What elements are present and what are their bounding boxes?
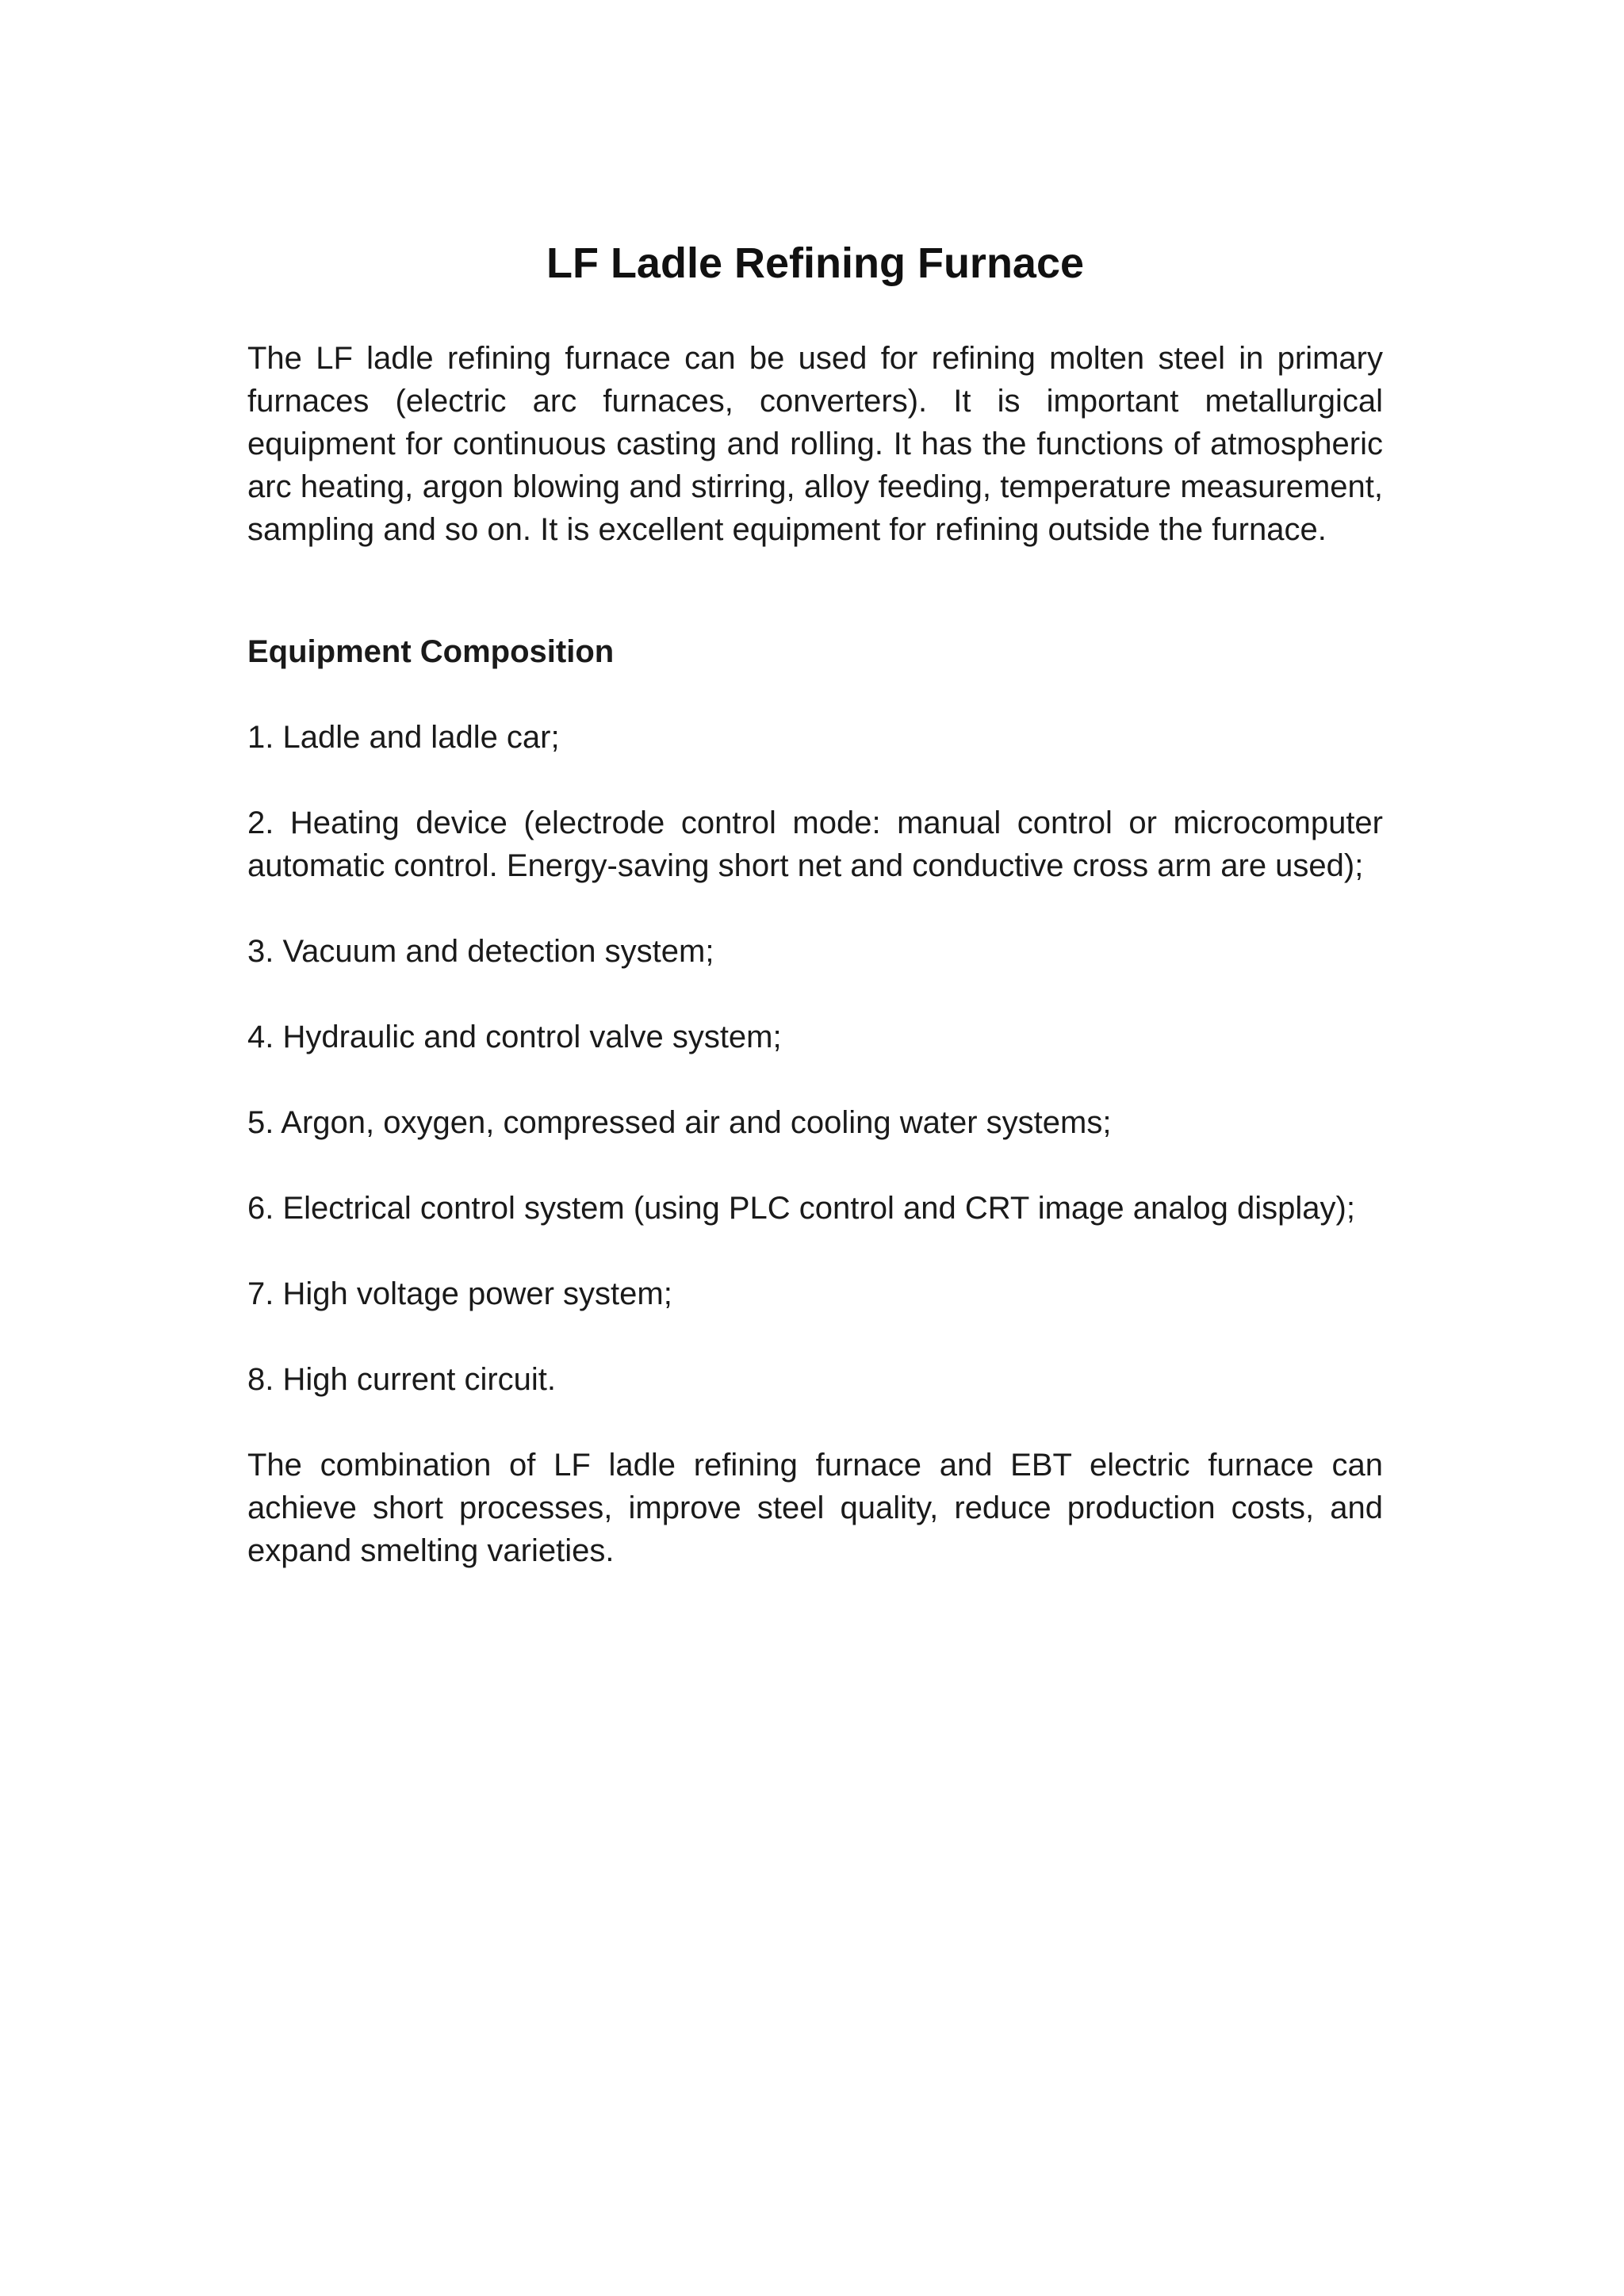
list-item: 3. Vacuum and detection system; (247, 933, 714, 969)
list-item: 4. Hydraulic and control valve system; (247, 1019, 782, 1054)
document-page (247, 238, 1383, 1572)
conclusion-paragraph: The combination of LF ladle refining furnace and EBT electric furnace can achieve short processes, improve steel quality, reduce production costs, and expand smelting varieties. (247, 1447, 1383, 1568)
list-item: 6. Electrical control system (using PLC control and CRT image analog display); (247, 1190, 1355, 1226)
list-item: 5. Argon, oxygen, compressed air and cooling water systems; (247, 1104, 1112, 1140)
list-item: 8. High current circuit. (247, 1361, 557, 1397)
document-title: LF Ladle Refining Furnace (546, 239, 1085, 287)
section-heading-equipment-composition: Equipment Composition (247, 633, 615, 669)
list-item: 1. Ladle and ladle car; (247, 719, 560, 755)
intro-paragraph: The LF ladle refining furnace can be used for refining molten steel in primary furnaces (electric arc furnaces, converters). It is important metallurgical equipment for continuous casting and rolling. It has the functions of atmospheric arc heating, argon blowing and stirring, alloy feeding, temperature measurement, sampling and so on. It is excellent equipment for refining outside the furnace. (247, 340, 1383, 547)
list-item: 2. Heating device (electrode control mode: manual control or microcomputer automatic control. Energy-saving short net and conductive cross arm are used); (247, 805, 1383, 883)
list-item: 7. High voltage power system; (247, 1276, 672, 1311)
equipment-list (247, 716, 1383, 1401)
